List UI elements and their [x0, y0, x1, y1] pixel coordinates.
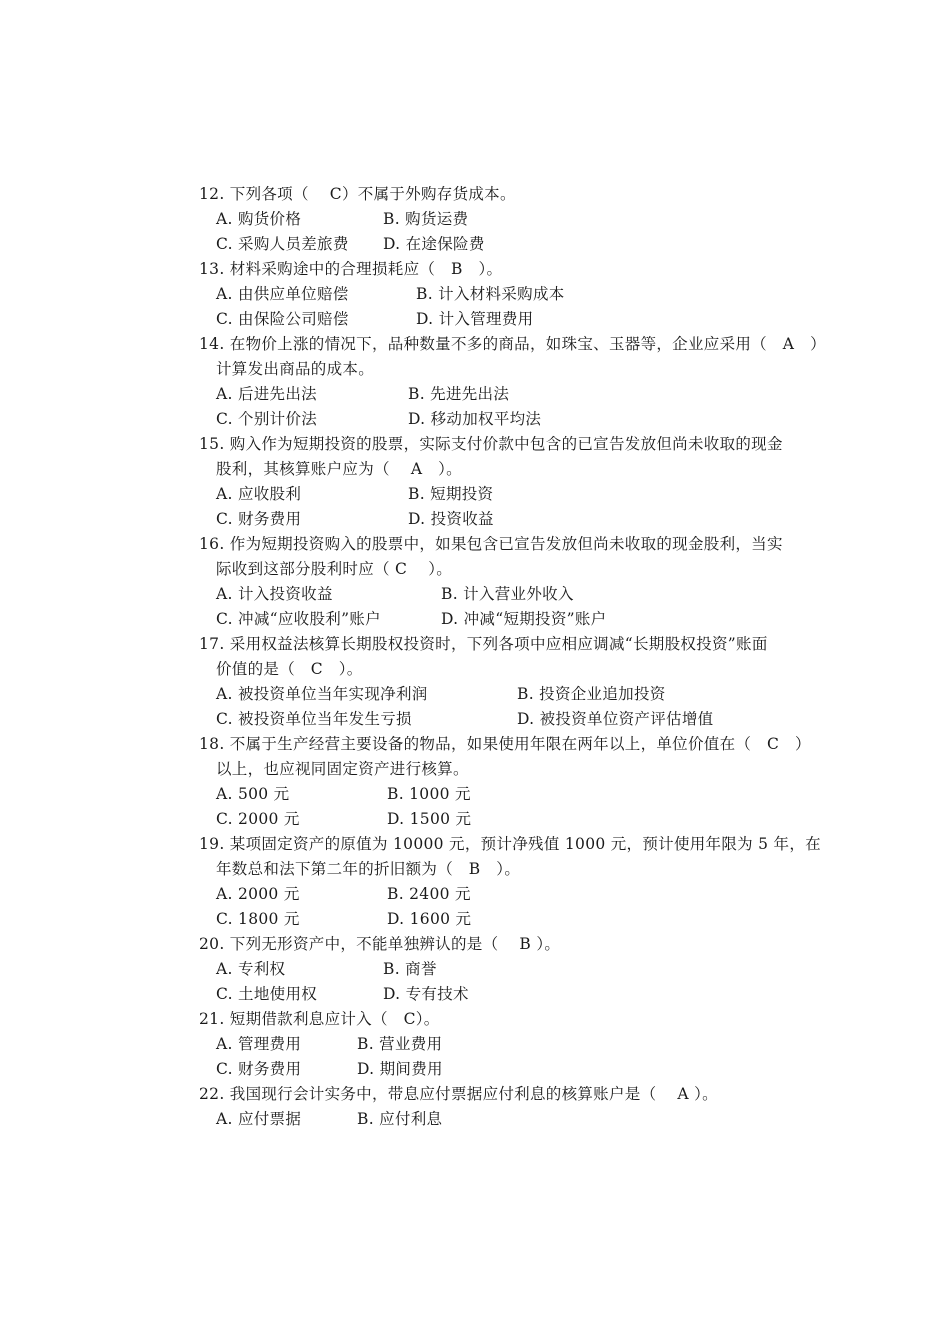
option-text: B. 计入营业外收入	[441, 585, 574, 603]
option-text: C. 被投资单位当年发生亏损	[216, 710, 412, 728]
option-text: A. 后进先出法	[216, 385, 317, 403]
option-text: B. 商誉	[383, 960, 437, 978]
option-text: C. 财务费用	[216, 510, 302, 528]
option-text: D. 专有技术	[383, 985, 469, 1003]
option-text: D. 移动加权平均法	[408, 410, 542, 428]
option-text: B. 投资企业追加投资	[517, 685, 666, 703]
option-text: D. 1600 元	[387, 910, 472, 928]
question-text: 16. 作为短期投资购入的股票中，如果包含已宣告发放但尚未收取的现金股利，当实	[199, 535, 783, 553]
option-text: C. 2000 元	[216, 810, 300, 828]
question-text-continued: 际收到这部分股利时应（ C ）。	[216, 560, 453, 578]
option-text: C. 由保险公司赔偿	[216, 310, 349, 328]
option-text: A. 计入投资收益	[216, 585, 333, 603]
option-text: A. 500 元	[216, 785, 290, 803]
option-text: A. 应付票据	[216, 1110, 302, 1128]
option-text: A. 购货价格	[216, 210, 302, 228]
question-text: 22. 我国现行会计实务中，带息应付票据应付利息的核算账户是（ A ）。	[199, 1085, 718, 1103]
option-text: B. 先进先出法	[408, 385, 510, 403]
question-text-continued: 年数总和法下第二年的折旧额为（ B ）。	[216, 860, 521, 878]
question-text: 14. 在物价上涨的情况下，品种数量不多的商品，如珠宝、玉器等，企业应采用（ A ）	[199, 335, 826, 353]
option-text: B. 计入材料采购成本	[416, 285, 565, 303]
option-text: B. 短期投资	[408, 485, 494, 503]
option-text: D. 冲减“短期投资”账户	[441, 610, 607, 628]
option-text: C. 个别计价法	[216, 410, 318, 428]
option-text: D. 计入管理费用	[416, 310, 534, 328]
option-text: B. 1000 元	[387, 785, 471, 803]
option-text: C. 财务费用	[216, 1060, 302, 1078]
option-text: A. 由供应单位赔偿	[216, 285, 349, 303]
option-text: C. 土地使用权	[216, 985, 318, 1003]
option-text: D. 1500 元	[387, 810, 472, 828]
option-text: B. 2400 元	[387, 885, 471, 903]
question-text: 21. 短期借款利息应计入（ C）。	[199, 1010, 440, 1028]
question-text: 15. 购入作为短期投资的股票，实际支付价款中包含的已宣告发放但尚未收取的现金	[199, 435, 783, 453]
question-text: 13. 材料采购途中的合理损耗应（ B ）。	[199, 260, 503, 278]
option-text: B. 应付利息	[357, 1110, 443, 1128]
option-text: D. 投资收益	[408, 510, 494, 528]
option-text: C. 采购人员差旅费	[216, 235, 349, 253]
option-text: D. 在途保险费	[383, 235, 485, 253]
question-text: 20. 下列无形资产中，不能单独辨认的是（ B ）。	[199, 935, 561, 953]
question-text: 17. 采用权益法核算长期股权投资时，下列各项中应相应调减“长期股权投资”账面	[199, 635, 768, 653]
option-text: D. 期间费用	[357, 1060, 443, 1078]
option-text: A. 专利权	[216, 960, 286, 978]
question-text: 12. 下列各项（ C）不属于外购存货成本。	[199, 185, 516, 203]
option-text: A. 管理费用	[216, 1035, 302, 1053]
option-text: C. 冲减“应收股利”账户	[216, 610, 381, 628]
question-text: 19. 某项固定资产的原值为 10000 元，预计净残值 1000 元，预计使用年限为 5 年，在	[199, 835, 821, 853]
question-text-continued: 价值的是（ C ）。	[216, 660, 363, 678]
option-text: C. 1800 元	[216, 910, 300, 928]
question-text-continued: 股利，其核算账户应为（ A ）。	[216, 460, 462, 478]
option-text: B. 营业费用	[357, 1035, 443, 1053]
question-text-continued: 以上，也应视同固定资产进行核算。	[216, 760, 469, 778]
question-text: 18. 不属于生产经营主要设备的物品，如果使用年限在两年以上，单位价值在（ C ）	[199, 735, 811, 753]
option-text: B. 购货运费	[383, 210, 469, 228]
option-text: D. 被投资单位资产评估增值	[517, 710, 714, 728]
option-text: A. 被投资单位当年实现净利润	[216, 685, 428, 703]
option-text: A. 应收股利	[216, 485, 302, 503]
question-text-continued: 计算发出商品的成本。	[216, 360, 375, 378]
option-text: A. 2000 元	[216, 885, 300, 903]
